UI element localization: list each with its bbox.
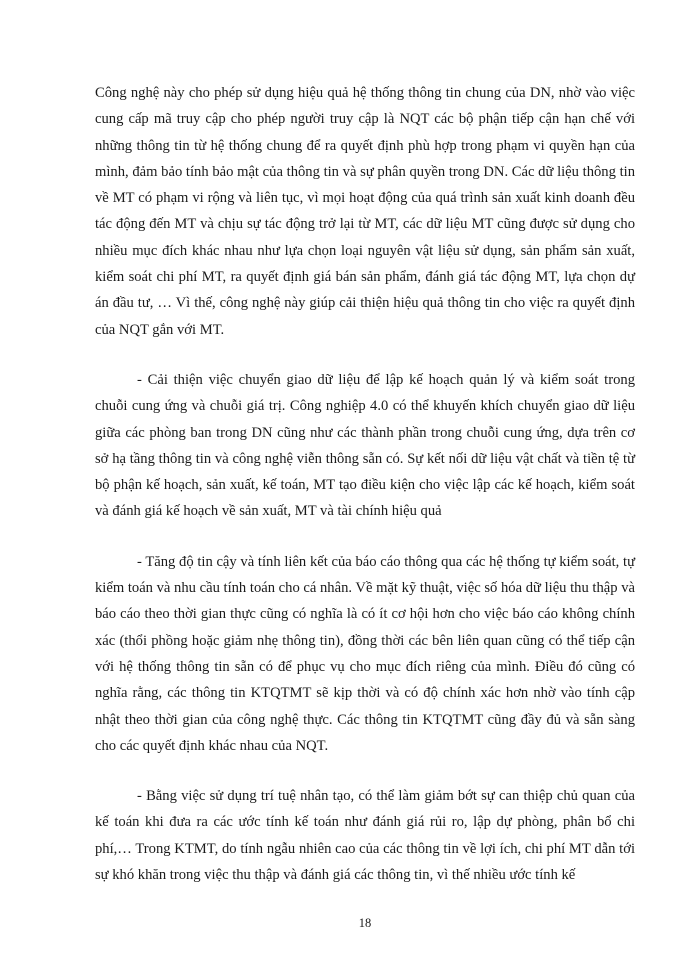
- document-body: [95, 80, 635, 888]
- paragraph-data-transfer: - Cải thiện việc chuyển giao dữ liệu để lập kế hoạch quản lý và kiểm soát trong chuỗi cung ứng và chuỗi giá trị. Công nghiệp 4.0 có thể khuyến khích chuyển giao dữ liệu giữa các phòng ban trong DN cũng như các thành phần trong chuỗi cung ứng, dựa trên cơ sở hạ tầng thông tin và công nghệ viễn thông sẵn có. Sự kết nối dữ liệu vật chất và tiền tệ từ bộ phận kế hoạch, sản xuất, kế toán, MT tạo điều kiện cho việc lập các kế hoạch, kiểm soát và đánh giá kế hoạch về sản xuất, MT và tài chính hiệu quả: [95, 371, 635, 520]
- paragraph-artificial-intelligence: - Bằng việc sử dụng trí tuệ nhân tạo, có thể làm giảm bớt sự can thiệp chủ quan của kế toán khi đưa ra các ước tính kế toán như đánh giá rủi ro, lập dự phòng, phân bổ chi phí,… Trong KTMT, do tính ngẫu nhiên cao của các thông tin về lợi ích, chi phí MT dẫn tới sự khó khăn trong việc thu thập và đánh giá các thông tin, vì thế nhiều ước tính kế: [95, 788, 635, 884]
- paragraph-technology: Công nghệ này cho phép sử dụng hiệu quả hệ thống thông tin chung của DN, nhờ vào việc cung cấp mã truy cập cho phép người truy cập là NQT các bộ phận tiếp cận hạn chế với những thông tin từ hệ thống chung để ra quyết định phù hợp trong phạm vi quyền hạn của mình, đảm bảo tính bảo mật của thông tin và sự phân quyền trong DN. Các dữ liệu thông tin về MT có phạm vi rộng và liên tục, vì mọi hoạt động của quá trình sản xuất kinh doanh đều tác động đến MT và chịu sự tác động trở lại từ MT, các dữ liệu MT cũng được sử dụng cho nhiều mục đích khác nhau như lựa chọn loại nguyên vật liệu sử dụng, sản phẩm sản xuất, kiểm soát chi phí MT, ra quyết định giá bán sản phẩm, đánh giá tác động MT, lựa chọn dự án đầu tư, … Vì thế, công nghệ này giúp cải thiện hiệu quả thông tin cho việc ra quyết định của NQT gắn với MT.: [95, 85, 635, 338]
- paragraph-reliability: - Tăng độ tin cậy và tính liên kết của báo cáo thông qua các hệ thống tự kiểm soát, tự kiểm toán và nhu cầu tính toán cho cá nhân. Về mặt kỹ thuật, việc số hóa dữ liệu thu thập và báo cáo theo thời gian thực cũng có nghĩa là có ít cơ hội hơn cho việc báo cáo không chính xác (thổi phồng hoặc giảm nhẹ thông tin), đồng thời các bên liên quan cũng có thể tiếp cận với hệ thống thông tin sẵn có để phục vụ cho mục đích riêng của mình. Điều đó cũng có nghĩa rằng, các thông tin KTQTMT sẽ kịp thời và có độ chính xác hơn nhờ vào tính cập nhật theo thời gian của công nghệ thực. Các thông tin KTQTMT cũng đầy đủ và sẵn sàng cho các quyết định khác nhau của NQT.: [95, 553, 635, 754]
- page-number: 18: [358, 916, 372, 930]
